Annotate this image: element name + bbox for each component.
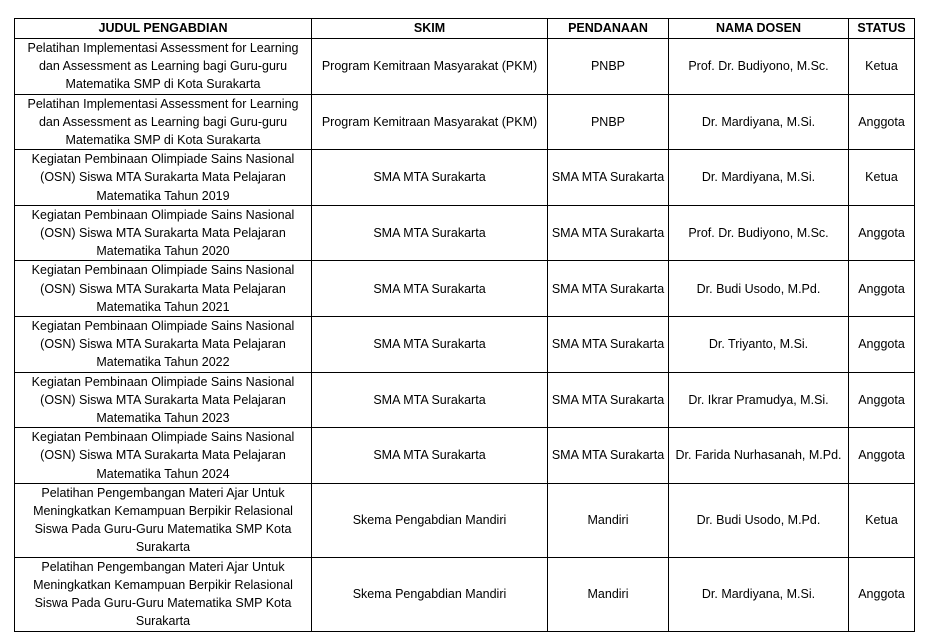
cell-judul: Pelatihan Implementasi Assessment for Learning dan Assessment as Learning bagi Guru-guru Matematika SMP di Kota Surakarta: [15, 39, 312, 95]
cell-pendanaan: Mandiri: [548, 483, 669, 557]
cell-pendanaan: SMA MTA Surakarta: [548, 261, 669, 317]
cell-judul: Kegiatan Pembinaan Olimpiade Sains Nasional (OSN) Siswa MTA Surakarta Mata Pelajaran Matematika Tahun 2024: [15, 428, 312, 484]
cell-judul: Kegiatan Pembinaan Olimpiade Sains Nasional (OSN) Siswa MTA Surakarta Mata Pelajaran Matematika Tahun 2023: [15, 372, 312, 428]
header-nama-dosen: NAMA DOSEN: [669, 19, 849, 39]
cell-skim: SMA MTA Surakarta: [312, 150, 548, 206]
cell-status: Ketua: [849, 39, 915, 95]
cell-status: Ketua: [849, 150, 915, 206]
table-row: [15, 428, 915, 484]
table-row: [15, 372, 915, 428]
cell-nama-dosen: Dr. Triyanto, M.Si.: [669, 317, 849, 373]
cell-skim: SMA MTA Surakarta: [312, 317, 548, 373]
cell-judul: Kegiatan Pembinaan Olimpiade Sains Nasional (OSN) Siswa MTA Surakarta Mata Pelajaran Matematika Tahun 2021: [15, 261, 312, 317]
table-row: [15, 94, 915, 150]
cell-nama-dosen: Prof. Dr. Budiyono, M.Sc.: [669, 205, 849, 261]
cell-nama-dosen: Dr. Budi Usodo, M.Pd.: [669, 483, 849, 557]
cell-pendanaan: SMA MTA Surakarta: [548, 428, 669, 484]
cell-judul: Kegiatan Pembinaan Olimpiade Sains Nasional (OSN) Siswa MTA Surakarta Mata Pelajaran Matematika Tahun 2019: [15, 150, 312, 206]
cell-judul: Kegiatan Pembinaan Olimpiade Sains Nasional (OSN) Siswa MTA Surakarta Mata Pelajaran Matematika Tahun 2022: [15, 317, 312, 373]
cell-pendanaan: Mandiri: [548, 557, 669, 631]
cell-nama-dosen: Dr. Budi Usodo, M.Pd.: [669, 261, 849, 317]
table-row: [15, 557, 915, 631]
cell-status: Anggota: [849, 261, 915, 317]
cell-status: Anggota: [849, 94, 915, 150]
cell-status: Anggota: [849, 372, 915, 428]
cell-nama-dosen: Dr. Farida Nurhasanah, M.Pd.: [669, 428, 849, 484]
cell-nama-dosen: Prof. Dr. Budiyono, M.Sc.: [669, 39, 849, 95]
cell-status: Anggota: [849, 205, 915, 261]
cell-nama-dosen: Dr. Mardiyana, M.Si.: [669, 557, 849, 631]
cell-judul: Pelatihan Implementasi Assessment for Learning dan Assessment as Learning bagi Guru-guru Matematika SMP di Kota Surakarta: [15, 94, 312, 150]
cell-pendanaan: PNBP: [548, 94, 669, 150]
header-judul: JUDUL PENGABDIAN: [15, 19, 312, 39]
cell-pendanaan: SMA MTA Surakarta: [548, 150, 669, 206]
header-pendanaan: PENDANAAN: [548, 19, 669, 39]
cell-skim: Program Kemitraan Masyarakat (PKM): [312, 39, 548, 95]
cell-skim: Skema Pengabdian Mandiri: [312, 483, 548, 557]
cell-judul: Kegiatan Pembinaan Olimpiade Sains Nasional (OSN) Siswa MTA Surakarta Mata Pelajaran Matematika Tahun 2020: [15, 205, 312, 261]
table-row: [15, 317, 915, 373]
cell-skim: Program Kemitraan Masyarakat (PKM): [312, 94, 548, 150]
header-skim: SKIM: [312, 19, 548, 39]
cell-skim: SMA MTA Surakarta: [312, 372, 548, 428]
header-status: STATUS: [849, 19, 915, 39]
pengabdian-table: [14, 18, 915, 632]
cell-status: Anggota: [849, 317, 915, 373]
cell-pendanaan: PNBP: [548, 39, 669, 95]
cell-status: Anggota: [849, 428, 915, 484]
cell-judul: Pelatihan Pengembangan Materi Ajar Untuk Meningkatkan Kemampuan Berpikir Relasional Siswa Pada Guru-Guru Matematika SMP Kota Surakarta: [15, 483, 312, 557]
cell-skim: SMA MTA Surakarta: [312, 261, 548, 317]
table-row: [15, 261, 915, 317]
cell-pendanaan: SMA MTA Surakarta: [548, 317, 669, 373]
cell-skim: SMA MTA Surakarta: [312, 428, 548, 484]
cell-skim: SMA MTA Surakarta: [312, 205, 548, 261]
table-row: [15, 483, 915, 557]
cell-skim: Skema Pengabdian Mandiri: [312, 557, 548, 631]
cell-status: Ketua: [849, 483, 915, 557]
table-row: [15, 205, 915, 261]
cell-pendanaan: SMA MTA Surakarta: [548, 205, 669, 261]
cell-nama-dosen: Dr. Mardiyana, M.Si.: [669, 150, 849, 206]
cell-status: Anggota: [849, 557, 915, 631]
cell-nama-dosen: Dr. Ikrar Pramudya, M.Si.: [669, 372, 849, 428]
header-row: [15, 19, 915, 39]
cell-judul: Pelatihan Pengembangan Materi Ajar Untuk Meningkatkan Kemampuan Berpikir Relasional Siswa Pada Guru-Guru Matematika SMP Kota Surakarta: [15, 557, 312, 631]
table-row: [15, 150, 915, 206]
cell-nama-dosen: Dr. Mardiyana, M.Si.: [669, 94, 849, 150]
table-row: [15, 39, 915, 95]
cell-pendanaan: SMA MTA Surakarta: [548, 372, 669, 428]
